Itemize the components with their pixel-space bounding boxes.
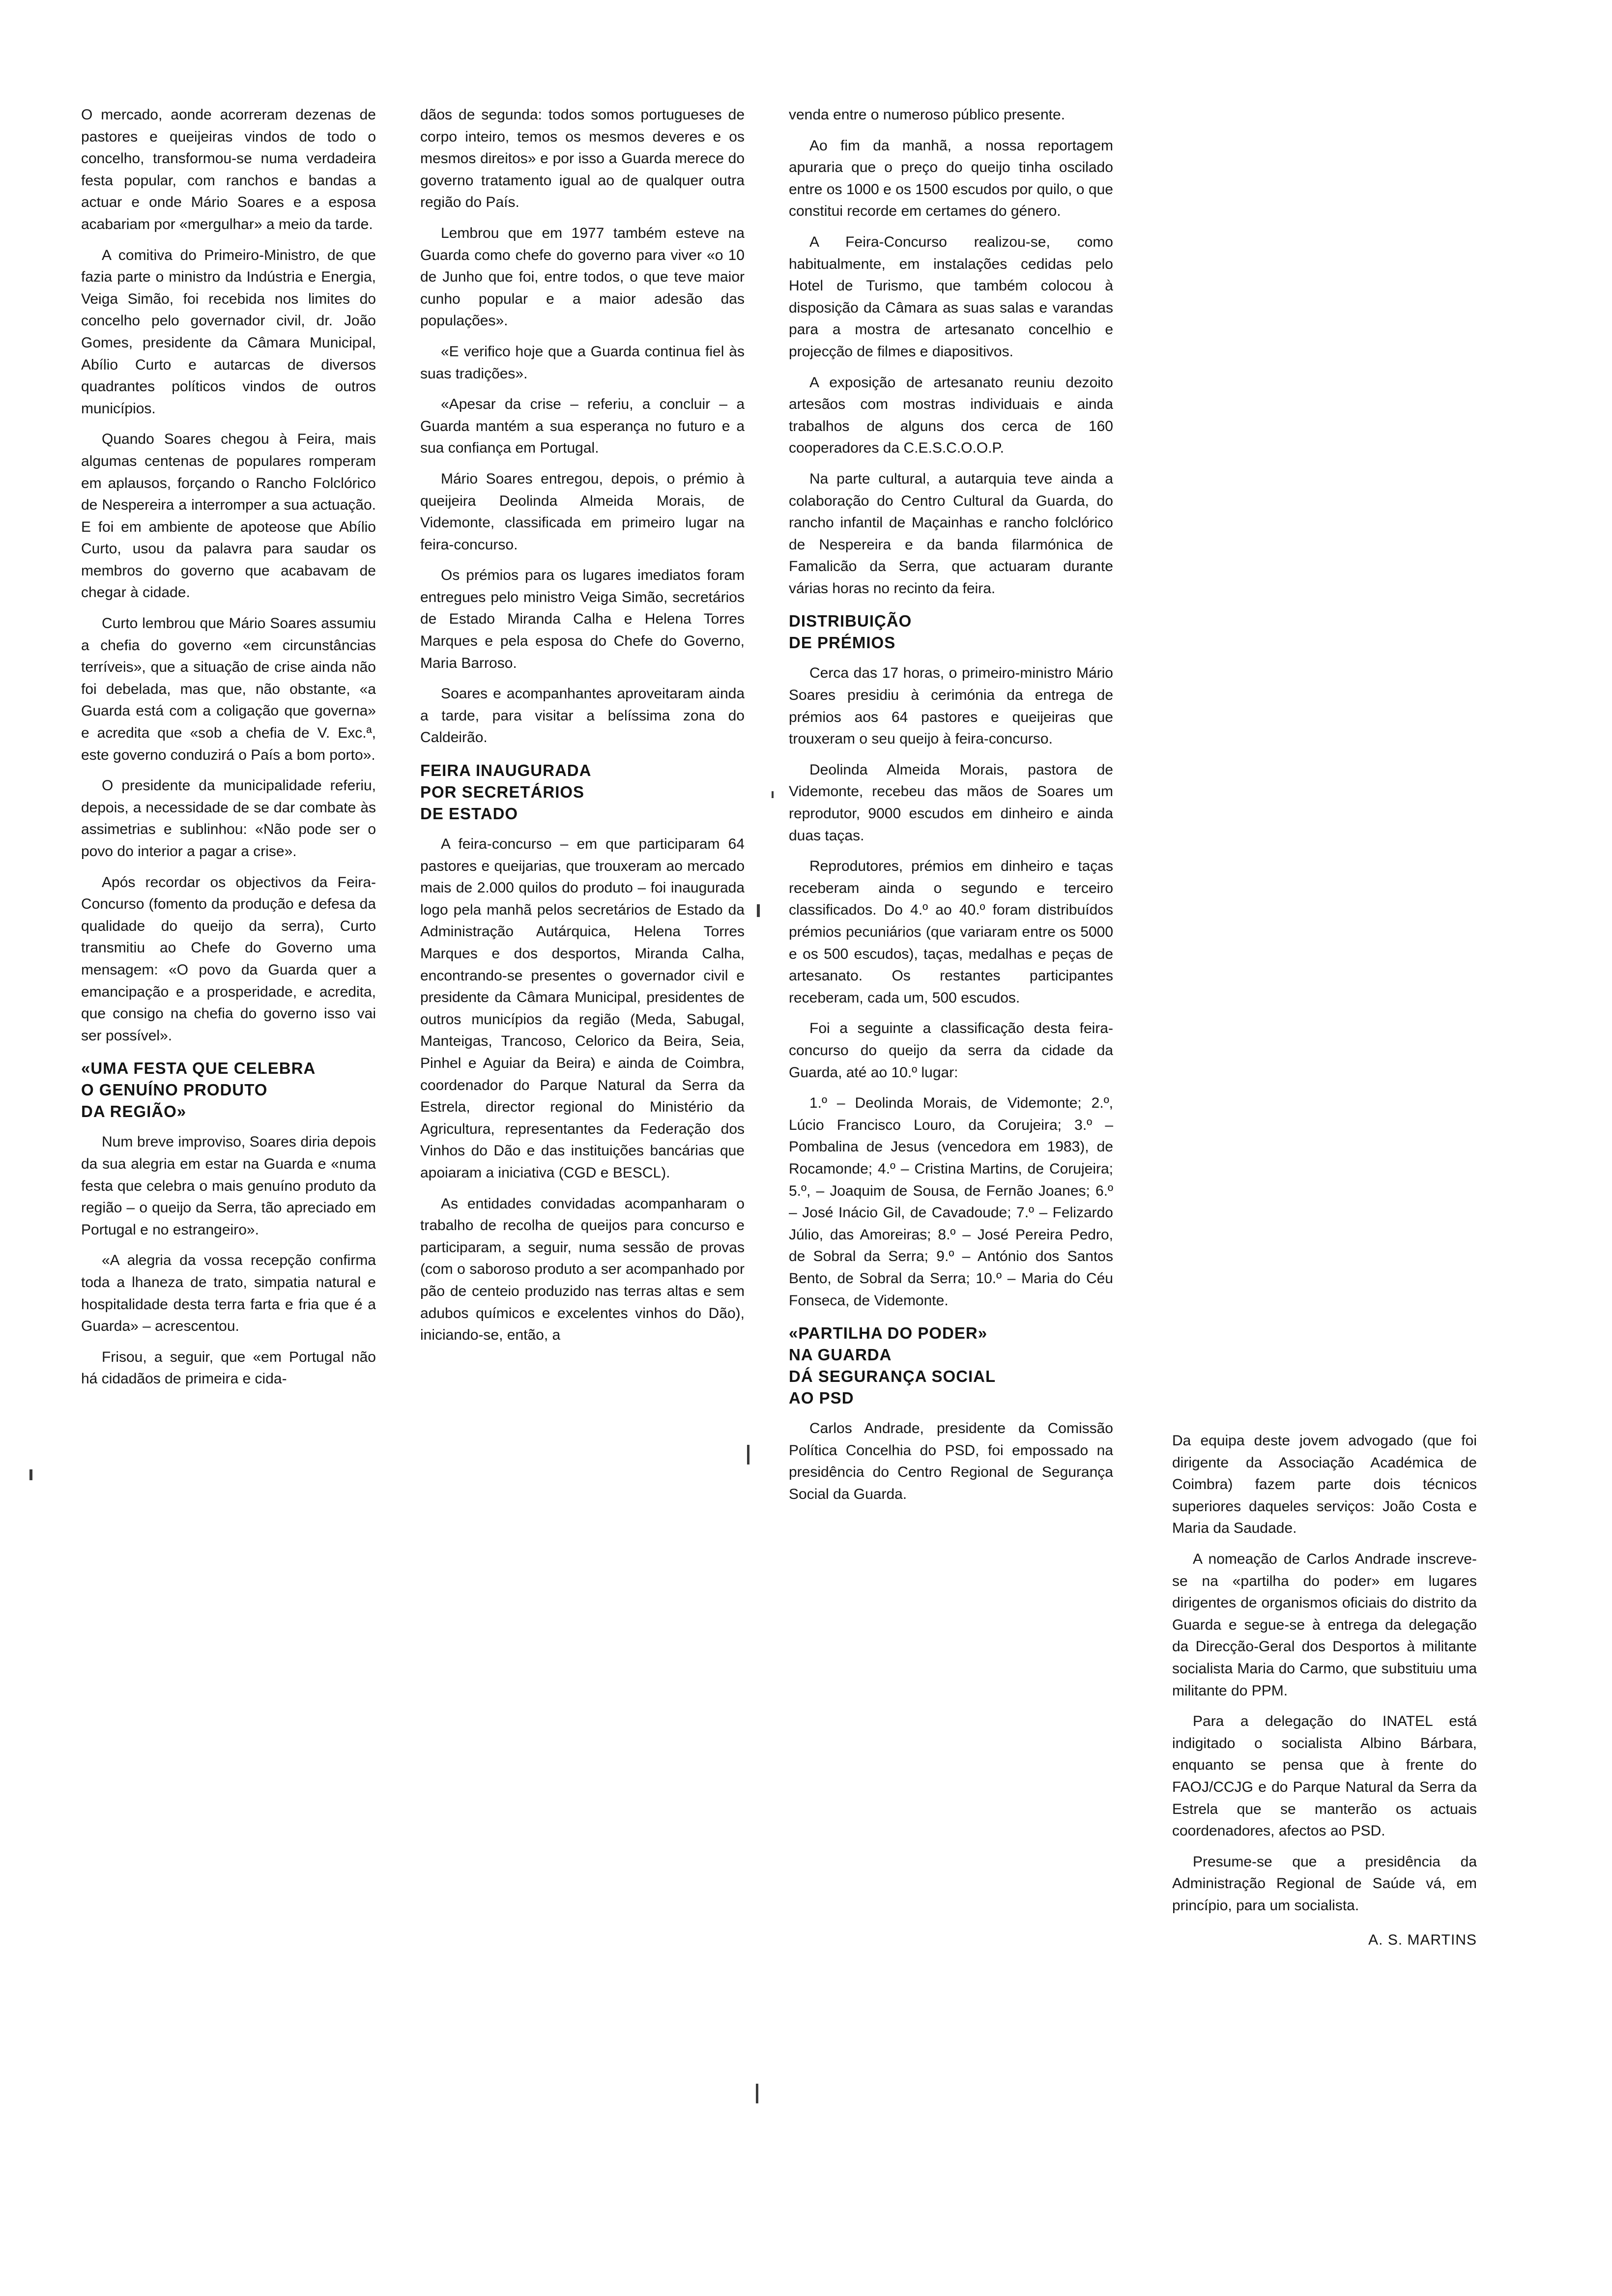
paragraph: Da equipa deste jovem advogado (que foi dirigente da Associação Académica de Coimbra) fazem parte dois técnicos superiores daqueles serviços: João Costa e Maria da Saudade.	[1172, 1433, 1477, 1537]
paragraph: Carlos Andrade, presidente da Comissão Política Concelhia do PSD, foi empossado na presidência do Centro Regional de Segurança Social da Guarda.	[789, 1420, 1113, 1502]
paragraph: Após recordar os objectivos da Feira-Concurso (fomento da produção e defesa da qualidade do queijo da serra), Curto transmitiu ao Chefe do Governo uma mensagem: «O povo da Guarda quer a emancipação e a prosperidade, e acredita, que consigo na chefia do governo isso vai ser possível».	[81, 874, 376, 1044]
paragraph: Ao fim da manhã, a nossa reportagem apuraria que o preço do queijo tinha oscilado entre os 1000 e os 1500 escudos por quilo, o que constitui recorde em certames do género.	[789, 137, 1113, 220]
paragraph: A comitiva do Primeiro-Ministro, de que fazia parte o ministro da Indústria e Energia, Veiga Simão, foi recebida nos limites do concelho pelo governador civil, dr. João Gomes, presidente da Câmara Municipal, Abílio Curto e autarcas de diversos quadrantes políticos vindos de outros municípios.	[81, 247, 376, 417]
scan-artifact	[772, 791, 774, 798]
paragraph: «Apesar da crise – referiu, a concluir – a Guarda mantém a sua esperança no futuro e a sua confiança em Portugal.	[420, 396, 745, 457]
paragraph: As entidades convidadas acompanharam o trabalho de recolha de queijos para concurso e participaram, a seguir, numa sessão de provas (com o saboroso produto a ser acompanhado por pão de centeio produzido nas terras altas e sem adubos químicos e excelentes vinhos do Dão), iniciando-se, então, a	[420, 1195, 745, 1344]
heading-line: «UMA FESTA QUE CELEBRA	[81, 1059, 316, 1078]
paragraph: Mário Soares entregou, depois, o prémio à queijeira Deolinda Almeida Morais, de Videmonte, classificada em primeiro lugar na feira-concurso.	[420, 470, 745, 553]
scan-artifact	[756, 2084, 758, 2103]
section-heading	[81, 1058, 376, 1122]
section-heading	[789, 1322, 1113, 1409]
section-heading	[420, 760, 745, 825]
heading-line: O GENUÍNO PRODUTO	[81, 1081, 268, 1099]
heading-line: FEIRA INAUGURADA	[420, 761, 592, 780]
heading-line: DISTRIBUIÇÃO	[789, 612, 912, 631]
scan-artifact	[29, 1469, 32, 1480]
scan-artifact	[747, 1445, 749, 1464]
paragraph: Para a delegação do INATEL está indigitado o socialista Albino Bárbara, enquanto se pensa que à frente do FAOJ/CCJG e do Parque Natural da Serra da Estrela que se manterão os actuais coordenadores, afectos ao PSD.	[1172, 1713, 1477, 1839]
heading-line: DÁ SEGURANÇA SOCIAL	[789, 1367, 996, 1386]
paragraph: O mercado, aonde acorreram dezenas de pastores e queijeiras vindos de todo o concelho, transformou-se numa verdadeira festa popular, com ranchos e bandas a actuar e onde Mário Soares e a esposa acabariam por «mergulhar» a meio da tarde.	[81, 107, 376, 232]
article-column-2	[420, 104, 745, 1355]
paragraph: venda entre o numeroso público presente.	[789, 107, 1065, 123]
heading-line: AO PSD	[789, 1389, 854, 1407]
paragraph: Os prémios para os lugares imediatos foram entregues pelo ministro Veiga Simão, secretários de Estado Miranda Calha e Helena Torres Marques e pela esposa do Chefe do Governo, Maria Barroso.	[420, 567, 745, 671]
paragraph: Lembrou que em 1977 também esteve na Guarda como chefe do governo para viver «o 10 de Junho que foi, entre todos, o que teve maior cunho popular e a maior adesão das populações».	[420, 225, 745, 329]
paragraph: Soares e acompanhantes aproveitaram ainda a tarde, para visitar a belíssima zona do Caldeirão.	[420, 686, 745, 746]
paragraph: «A alegria da vossa recepção confirma toda a lhaneza de trato, simpatia natural e hospitalidade desta terra farta e fria que é a Guarda» – acrescentou.	[81, 1252, 376, 1335]
classification-list: 1.º – Deolinda Morais, de Videmonte; 2.º, Lúcio Francisco Louro, da Corujeira; 3.º – Pombalina de Jesus (vencedora em 1983), de Rocamonde; 4.º – Cristina Martins, de Corujeira; 5.º, – Joaquim de Sousa, de Fernão Joanes; 6.º – José Inácio Gil, de Cavadoude; 7.º – Felizardo Júlio, das Amoreiras; 8.º – José Pereira Pedro, de Sobral da Serra; 9.º – António dos Santos Bento, de Sobral da Serra; 10.º – Maria do Céu Fonseca, de Videmonte.	[789, 1095, 1113, 1309]
scan-artifact	[757, 904, 760, 917]
paragraph: A exposição de artesanato reuniu dezoito artesãos com mostras individuais e ainda trabalhos de alguns dos cerca de 160 cooperadores da C.E.S.C.O.O.P.	[789, 374, 1113, 457]
paragraph: Curto lembrou que Mário Soares assumiu a chefia do governo «em circunstâncias terríveis», que a situação de crise ainda não foi debelada, mas que, não obstante, «a Guarda está com a coligação que governa» e acredita que «sob a chefia de V. Exc.ª, este governo conduzirá o País a bom porto».	[81, 615, 376, 763]
paragraph: Deolinda Almeida Morais, pastora de Videmonte, recebeu das mãos de Soares um reprodutor, 9000 escudos em dinheiro e ainda duas taças.	[789, 761, 1113, 844]
article-column-3	[789, 104, 1113, 1514]
heading-line: NA GUARDA	[789, 1346, 892, 1364]
paragraph: Quando Soares chegou à Feira, mais algumas centenas de populares romperam em aplausos, forçando o Rancho Folclórico de Nespereira a interromper a sua actuação. E foi em ambiente de apoteose que Abílio Curto, usou da palavra para saudar os membros do governo que acabavam de chegar à cidade.	[81, 431, 376, 601]
paragraph: A Feira-Concurso realizou-se, como habitualmente, em instalações cedidas pelo Hotel de Turismo, que também colocou à disposição da Câmara as suas salas e varandas para a mostra de artesanato concelhio e projecção de filmes e diapositivos.	[789, 233, 1113, 360]
paragraph: Reprodutores, prémios em dinheiro e taças receberam ainda o segundo e terceiro classificados. Do 4.º ao 40.º foram distribuídos prémios pecuniários (que variaram entre os 5000 e os 500 escudos), taças, medalhas e peças de artesanato. Os restantes participantes receberam, cada um, 500 escudos.	[789, 858, 1113, 1006]
paragraph: Frisou, a seguir, que «em Portugal não há cidadãos de primeira e cida-	[81, 1349, 376, 1387]
paragraph: O presidente da municipalidade referiu, depois, a necessidade de se dar combate às assimetrias e sublinhou: «Não pode ser o povo do interior a pagar a crise».	[81, 777, 376, 860]
heading-line: DE ESTADO	[420, 804, 518, 823]
paragraph: «E verifico hoje que a Guarda continua fiel às suas tradições».	[420, 343, 745, 382]
paragraph: Foi a seguinte a classificação desta feira-concurso do queijo da serra da cidade da Guarda, até ao 10.º lugar:	[789, 1020, 1113, 1081]
heading-line: POR SECRETÁRIOS	[420, 783, 585, 802]
paragraph: A nomeação de Carlos Andrade inscreve-se na «partilha do poder» em lugares dirigentes de organismos oficiais do distrito da Guarda e segue-se à entrega da delegação da Direcção-Geral dos Desportos à militante socialista Maria do Carmo, que substituiu uma militante do PPM.	[1172, 1550, 1477, 1699]
paragraph: Cerca das 17 horas, o primeiro-ministro Mário Soares presidiu à cerimónia da entrega de prémios aos 64 pastores e queijeiras que trouxeram o seu queijo à feira-concurso.	[789, 665, 1113, 747]
paragraph: Na parte cultural, a autarquia teve ainda a colaboração do Centro Cultural da Guarda, do rancho infantil de Maçainhas e rancho folclórico de Nespereira e da banda filarmónica de Famalicão da Serra, que actuaram durante várias horas no recinto da feira.	[789, 470, 1113, 597]
author-signature: A. S. MARTINS	[1368, 1932, 1477, 1949]
paragraph: Num breve improviso, Soares diria depois da sua alegria em estar na Guarda e «numa festa que celebra o mais genuíno produto da região – o queijo da Serra, tão apreciado em Portugal e no estrangeiro».	[81, 1134, 376, 1238]
heading-line: DA REGIÃO»	[81, 1102, 187, 1121]
article-column-4	[1172, 1430, 1477, 1952]
heading-line: DE PRÉMIOS	[789, 633, 896, 652]
heading-line: «PARTILHA DO PODER»	[789, 1324, 988, 1343]
paragraph: dãos de segunda: todos somos portugueses de corpo inteiro, temos os mesmos deveres e os mesmos direitos» e por isso a Guarda merece do governo tratamento igual ao de qualquer outra região do País.	[420, 107, 745, 211]
paragraph: A feira-concurso – em que participaram 64 pastores e queijarias, que trouxeram ao mercado mais de 2.000 quilos do produto – foi inaugurada logo pela manhã pelos secretários de Estado da Administração Autárquica, Helena Torres Marques e dos desportos, Miranda Calha, encontrando-se presentes o governador civil e presidente da Câmara Municipal, presidentes de outros municípios da região (Meda, Sabugal, Manteigas, Trancoso, Celorico da Beira, Seia, Pinhel e Aguiar da Beira) e ainda de Coimbra, coordenador do Parque Natural da Serra da Estrela, director regional do Ministério da Agricultura, representantes da Federação dos Vinhos do Dão e das instituições bancárias que apoiaram a iniciativa (CGD e BESCL).	[420, 836, 745, 1181]
section-heading	[789, 610, 1113, 654]
article-column-1	[81, 104, 376, 1399]
paragraph: Presume-se que a presidência da Administração Regional de Saúde vá, em princípio, para um socialista.	[1172, 1853, 1477, 1914]
